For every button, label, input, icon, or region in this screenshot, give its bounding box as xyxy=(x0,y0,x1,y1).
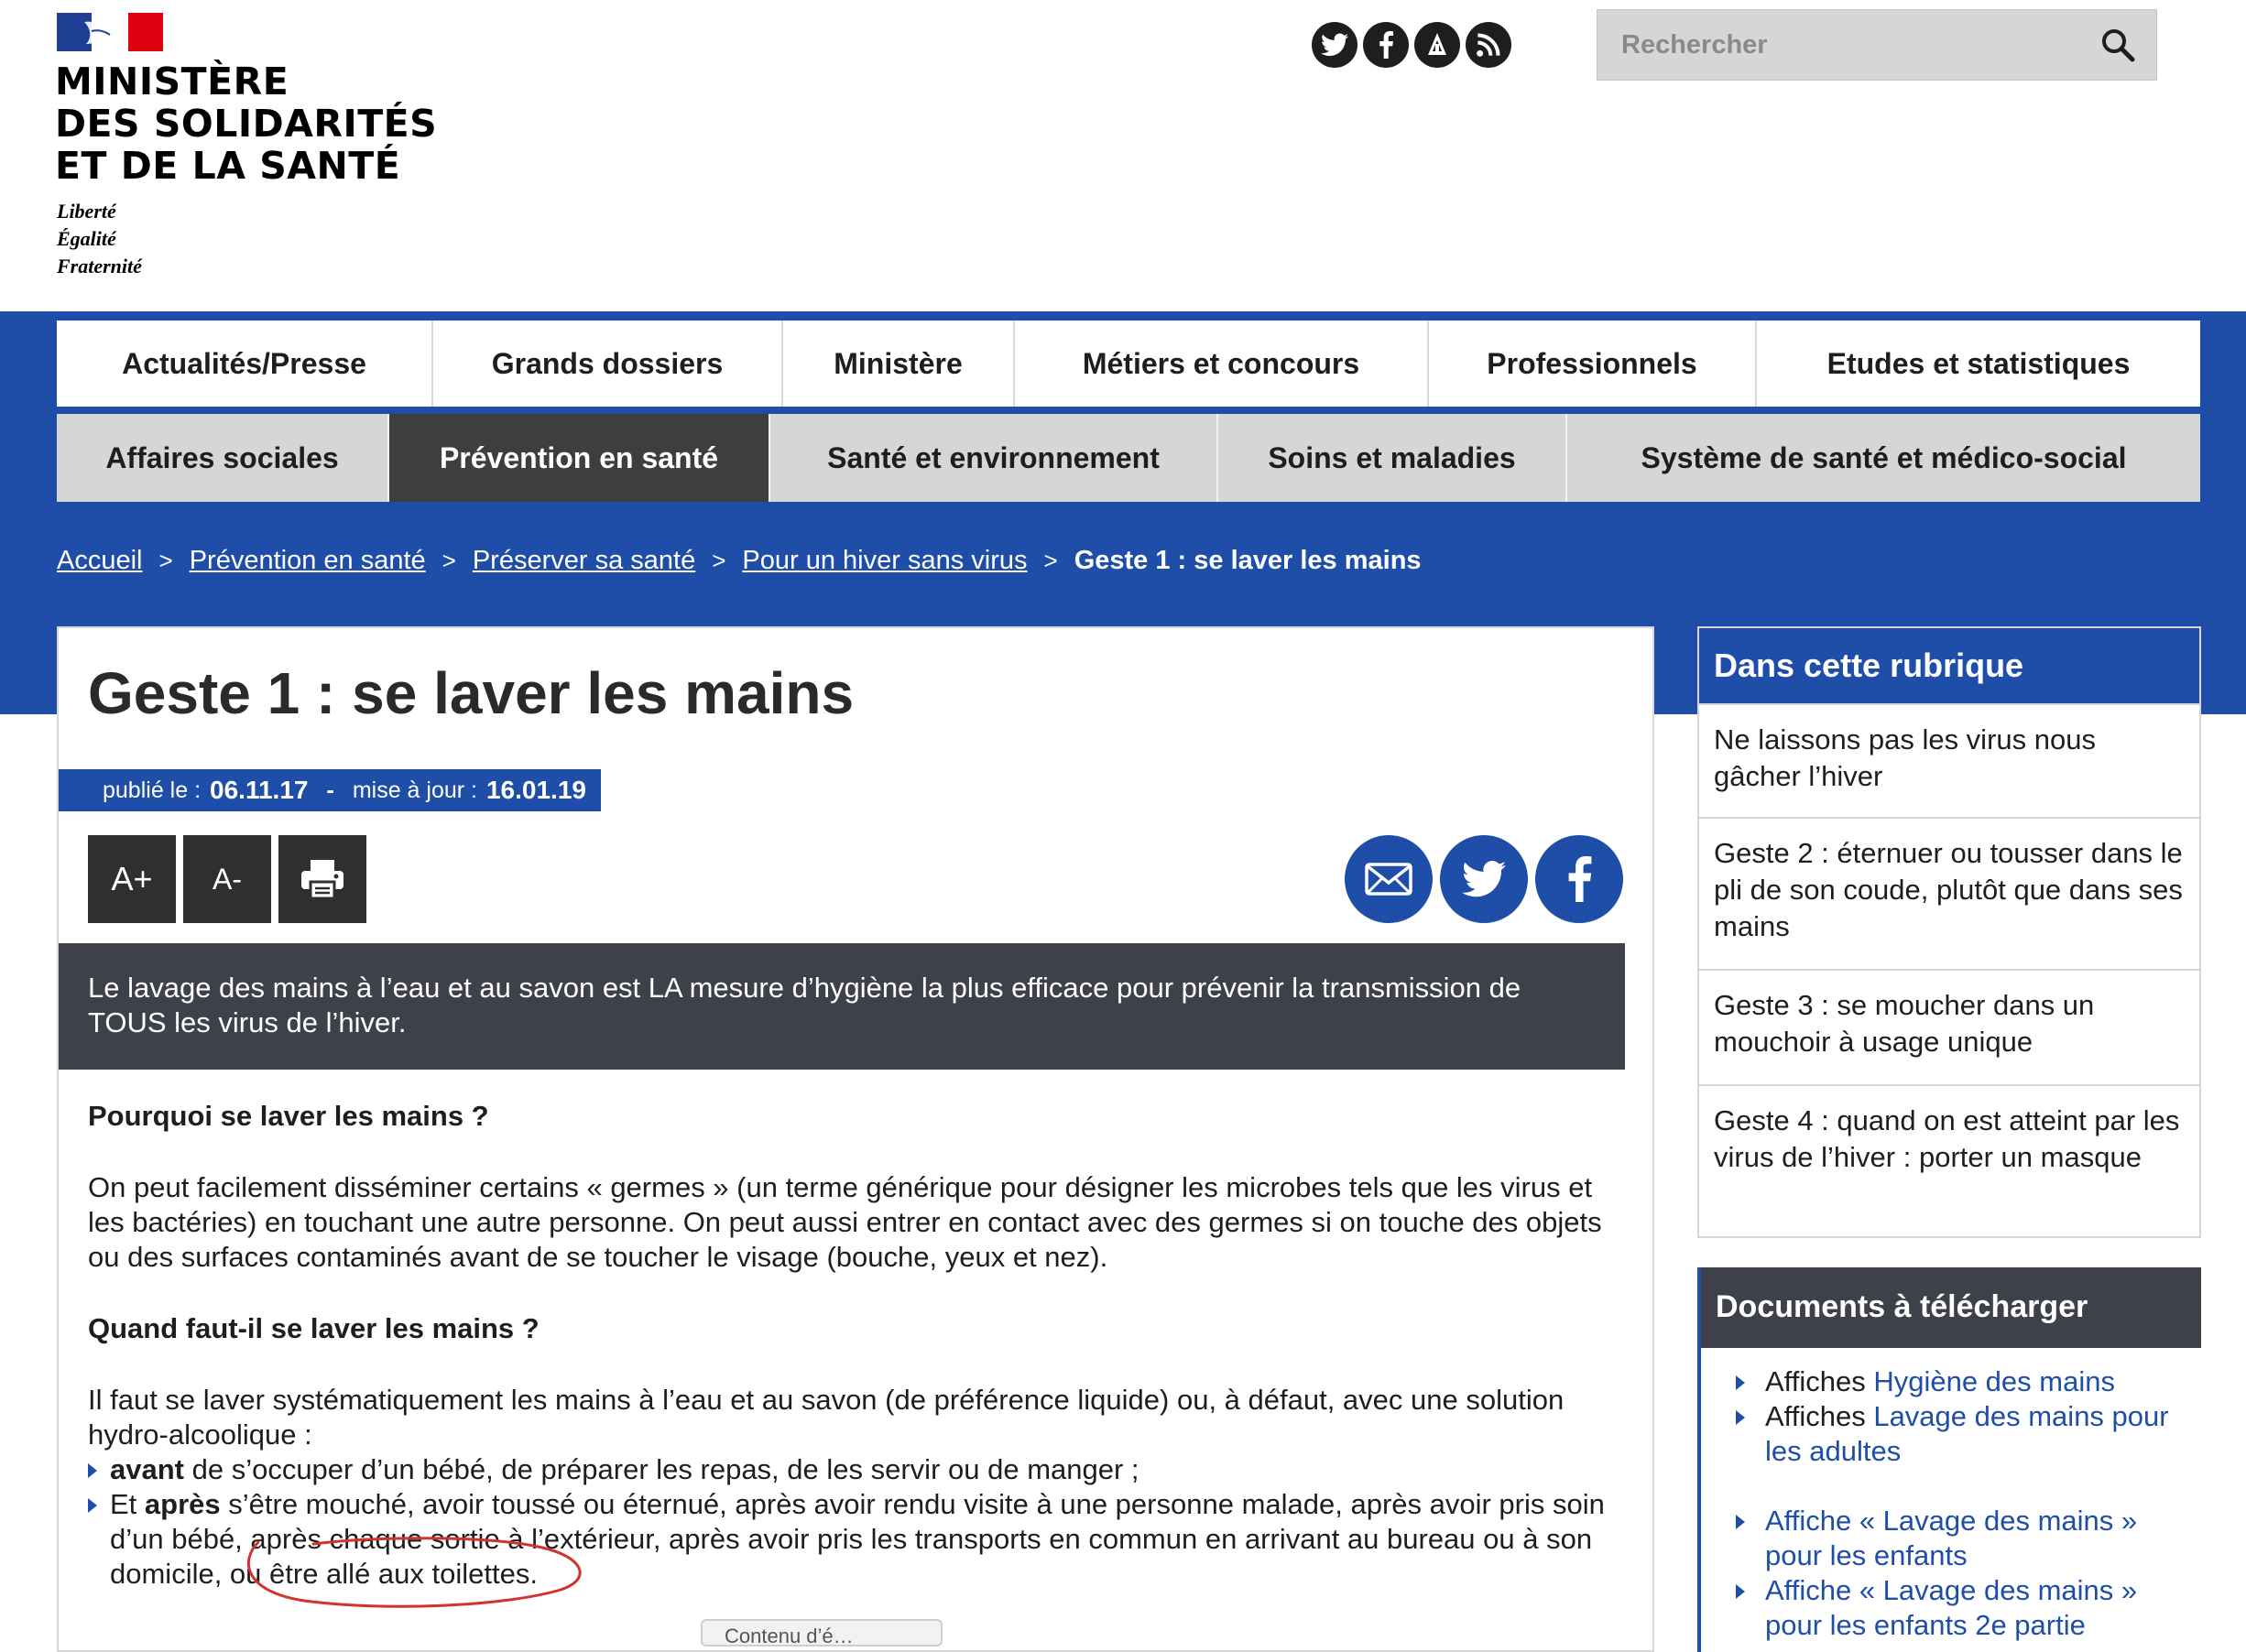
rubrique-title: Dans cette rubrique xyxy=(1699,628,2199,703)
print-button[interactable] xyxy=(278,835,366,923)
primary-nav xyxy=(57,321,2200,407)
breadcrumb-link[interactable]: Accueil xyxy=(57,546,143,575)
rubrique-link[interactable]: Geste 3 : se moucher dans un mouchoir à usage unique xyxy=(1699,969,2199,1084)
nav-item-etudes[interactable]: Etudes et statistiques xyxy=(1826,346,2131,380)
breadcrumb-separator: > xyxy=(158,547,173,574)
breadcrumb-current: Geste 1 : se laver les mains xyxy=(1074,546,1422,575)
twitter-icon xyxy=(1462,861,1506,897)
text-tools xyxy=(88,835,366,923)
download-item xyxy=(1727,1399,2201,1469)
bold-text: avant xyxy=(110,1453,184,1485)
ministry-line: MINISTÈRE xyxy=(55,60,289,103)
list-spacer xyxy=(1727,1469,2201,1504)
download-prefix: Affiches xyxy=(1765,1365,1874,1397)
published-label: publié le : xyxy=(103,777,202,803)
breadcrumb xyxy=(57,546,1422,576)
download-item xyxy=(1727,1364,2201,1399)
ministry-line: ET DE LA SANTÉ xyxy=(55,144,401,188)
bullet-arrow-icon xyxy=(88,1463,97,1478)
download-prefix: Affiches xyxy=(1765,1400,1874,1432)
section-heading: Pourquoi se laver les mains ? xyxy=(88,1100,489,1132)
rss-icon[interactable] xyxy=(1466,22,1511,68)
article-intro: Le lavage des mains à l’eau et au savon est LA mesure d’hygiène la plus efficace pour prévenir la transmission de TOUS les virus de l’hiver. xyxy=(59,943,1625,1070)
bullet-arrow-icon xyxy=(1736,1515,1745,1529)
bullet-arrow-icon xyxy=(1736,1584,1745,1599)
nav-item-ministere[interactable]: Ministère xyxy=(783,321,1015,407)
social-links xyxy=(1312,22,1511,68)
motto-line: Égalité xyxy=(57,227,116,250)
list-item-text: de s’occuper d’un bébé, de préparer les repas, de les servir ou de manger ; xyxy=(183,1453,1139,1485)
bullet-arrow-icon xyxy=(1736,1375,1745,1390)
download-link[interactable]: Lavage des mains pour les adultes xyxy=(1765,1400,2169,1467)
handdrawn-circle-annotation xyxy=(231,1524,590,1608)
email-icon xyxy=(1365,863,1412,896)
nav-item-actualites[interactable]: Actualités/Presse xyxy=(57,321,433,407)
bold-text: après xyxy=(144,1488,221,1520)
share-buttons xyxy=(1345,835,1623,923)
print-icon xyxy=(300,858,345,900)
search-box xyxy=(1597,9,2157,81)
paragraph: Il faut se laver systématiquement les mains à l’eau et au savon (de préférence liquide) ou, à défaut, avec une solution hydro-alcoolique : xyxy=(88,1384,1565,1451)
marianne-logo[interactable] xyxy=(57,13,163,51)
download-link[interactable]: Affiche « Lavage des mains » pour les enfants xyxy=(1765,1505,2138,1571)
updated-label: mise à jour : xyxy=(352,777,477,803)
ministry-name xyxy=(55,60,437,187)
nav-item-affaires-sociales[interactable]: Affaires sociales xyxy=(57,414,389,502)
breadcrumb-separator: > xyxy=(1043,547,1058,574)
page-title: Geste 1 : se laver les mains xyxy=(88,660,855,726)
nav-item-professionnels[interactable]: Professionnels xyxy=(1429,321,1757,407)
tooltip: Contenu d’é… xyxy=(701,1619,943,1647)
rubrique-link[interactable]: Geste 4 : quand on est atteint par les virus de l’hiver : porter un masque xyxy=(1699,1084,2199,1236)
date-separator: - xyxy=(326,777,334,803)
ministry-line: DES SOLIDARITÉS xyxy=(55,102,438,146)
downloads-panel xyxy=(1697,1267,2201,1652)
download-link[interactable]: Hygiène des mains xyxy=(1873,1365,2115,1397)
share-facebook-button[interactable] xyxy=(1535,835,1623,923)
rubrique-panel xyxy=(1697,626,2201,1238)
breadcrumb-separator: > xyxy=(442,547,456,574)
rubrique-link[interactable]: Geste 2 : éternuer ou tousser dans le pli de son coude, plutôt que dans ses mains xyxy=(1699,817,2199,969)
breadcrumb-link[interactable]: Préserver sa santé xyxy=(472,546,696,575)
app-icon[interactable] xyxy=(1414,22,1460,68)
nav-item-metiers[interactable]: Métiers et concours xyxy=(1015,321,1429,407)
bullet-arrow-icon xyxy=(1736,1410,1745,1425)
secondary-nav xyxy=(57,414,2200,502)
list-item xyxy=(88,1452,1627,1487)
paragraph: On peut facilement disséminer certains « germes » (un terme générique pour désigner les microbes tels que les virus et les bactéries) en touchant une autre personne. On peut aussi entrer en contact avec des germes si on touche des objets ou des surfaces contaminés avant de se toucher le visage (bouche, yeux et nez). xyxy=(88,1171,1602,1273)
download-item xyxy=(1727,1573,2201,1643)
downloads-list xyxy=(1701,1348,2201,1643)
facebook-icon[interactable] xyxy=(1363,22,1409,68)
updated-date: 16.01.19 xyxy=(485,776,586,804)
date-badge xyxy=(59,769,601,811)
download-item xyxy=(1727,1504,2201,1573)
nav-item-grands-dossiers[interactable]: Grands dossiers xyxy=(433,321,783,407)
search-input[interactable] xyxy=(1597,10,2083,80)
download-link[interactable]: Affiche « Lavage des mains » pour les enfants 2e partie xyxy=(1765,1574,2138,1641)
bullet-arrow-icon xyxy=(88,1498,97,1513)
search-icon[interactable] xyxy=(2098,25,2140,67)
published-date: 06.11.17 xyxy=(210,776,309,804)
rubrique-link[interactable]: Ne laissons pas les virus nous gâcher l’hiver xyxy=(1699,703,2199,817)
article-card xyxy=(57,626,1654,1652)
motto-line: Liberté xyxy=(57,200,116,223)
site-header xyxy=(0,0,2246,311)
share-twitter-button[interactable] xyxy=(1440,835,1528,923)
downloads-title: Documents à télécharger xyxy=(1701,1267,2201,1348)
nav-item-prevention[interactable]: Prévention en santé xyxy=(389,414,770,502)
breadcrumb-link[interactable]: Pour un hiver sans virus xyxy=(742,546,1028,575)
marianne-profile-icon xyxy=(64,18,147,48)
motto-line: Fraternité xyxy=(57,255,142,277)
breadcrumb-separator: > xyxy=(712,547,726,574)
nav-item-soins-maladies[interactable]: Soins et maladies xyxy=(1218,414,1567,502)
decrease-font-button[interactable]: A- xyxy=(183,835,271,923)
nav-item-sante-environnement[interactable]: Santé et environnement xyxy=(770,414,1218,502)
list-item-text: Et xyxy=(110,1488,145,1520)
section-heading: Quand faut-il se laver les mains ? xyxy=(88,1312,540,1344)
nav-item-systeme-sante[interactable]: Système de santé et médico-social xyxy=(1641,440,2127,474)
breadcrumb-link[interactable]: Prévention en santé xyxy=(189,546,426,575)
article-body xyxy=(88,1099,1627,1592)
share-email-button[interactable] xyxy=(1345,835,1433,923)
republic-motto xyxy=(57,198,142,280)
facebook-icon xyxy=(1566,856,1592,902)
list-item-text: s’être mouché, avoir toussé ou éternué, après avoir rendu visite à une personne malade, après avoir pris soin d’un bébé, après chaque sortie à l’extérieur, après avoir pris les transports en commun en arrivant au bureau ou à son domicile, ou être allé aux toilettes. xyxy=(110,1488,1605,1590)
twitter-icon[interactable] xyxy=(1312,22,1357,68)
increase-font-button[interactable]: A+ xyxy=(88,835,176,923)
